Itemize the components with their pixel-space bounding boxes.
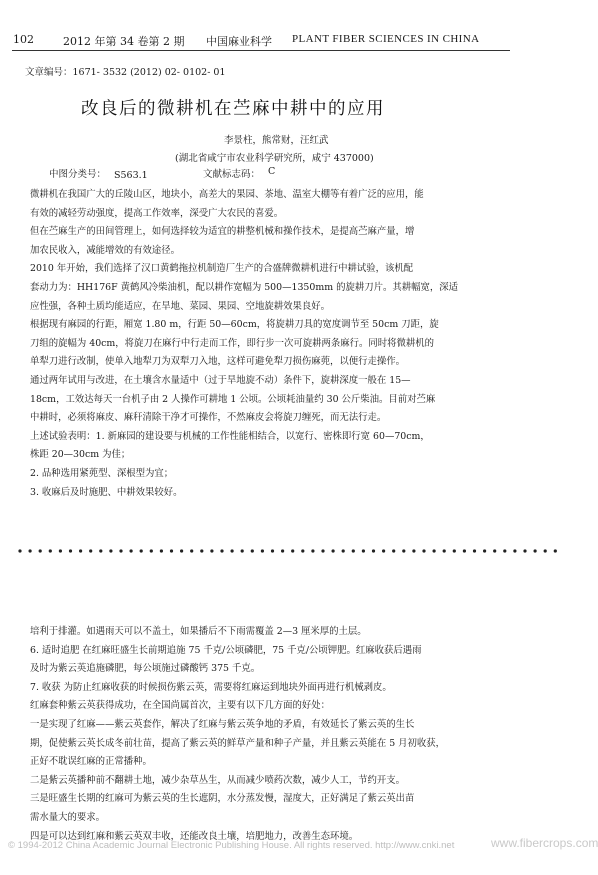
- copyright-text: © 1994-2012 China Academic Journal Electronic Publishing House. All rights reserved.: [8, 840, 373, 851]
- text-line: 及时为紫云英追施磷肥，每公顷施过磷酸钙 375 千克。: [30, 663, 261, 675]
- body-text-lower: [30, 623, 523, 846]
- text-line: 株距 20—30cm 为佳；: [30, 449, 131, 461]
- clc-label: 中图分类号：: [49, 169, 107, 180]
- section-separator: [0, 548, 567, 554]
- text-line: 有效的减轻劳动强度，提高工作效率，深受广大农民的喜爱。: [30, 207, 284, 219]
- authors: 李景柱，熊常财，汪红武: [224, 135, 329, 146]
- text-line: 3. 收麻后及时施肥、中耕效果较好。: [30, 486, 183, 498]
- text-line: 微耕机在我国广大的丘陵山区，地块小，高差大的果园、茶地、温室大棚等有着广泛的应用，能: [30, 189, 424, 200]
- text-line: 单犁刀进行改制，使单入地犁刀为双犁刀入地，这样可避免犁刀损伤麻蔸，以便行走操作。: [30, 356, 406, 368]
- text-line: 套动力为：HH176F 黄鹤风冷柴油机，配以耕作宽幅为 500—1350mm 的旋耕刀片。其耕幅宽，深适: [30, 281, 458, 293]
- text-line: 需水量大的要求。: [30, 811, 106, 823]
- watermark: www.fibercrops.com: [491, 836, 598, 850]
- text-line: 但在苎麻生产的田间管理上，如何选择较为适宜的耕整机械和操作技术，是提高苎麻产量，增: [30, 226, 415, 238]
- journal-name-en: PLANT FIBER SCIENCES IN CHINA: [292, 33, 480, 45]
- footer-link[interactable]: http://www.cnki.net: [375, 840, 455, 851]
- text-line: 2. 品种选用紧蔸型、深根型为宜；: [30, 467, 174, 479]
- article-number: 文章编号：1671- 3532 (2012) 02- 0102- 01: [25, 67, 226, 78]
- paper-title: 改良后的微耕机在苎麻中耕中的应用: [81, 99, 385, 119]
- text-line: 7. 收获 为防止红麻收获的时候损伤紫云英，需要将红麻运到地块外面再进行机械剥皮。: [30, 681, 392, 693]
- text-line: 正好不耽误红麻的正常播种。: [30, 756, 152, 768]
- text-line: 加农民收入，减能增效的有效途径。: [30, 244, 181, 256]
- text-line: 通过两年试用与改进，在土壤含水量适中（过于旱地旋不动）条件下，旋耕深度一般在 15—: [30, 374, 411, 386]
- page-number: 102: [13, 33, 34, 46]
- text-line: 三是旺盛生长期的红麻可为紫云英的生长遮阴，水分蒸发慢，湿度大，正好满足了紫云英出苗: [30, 793, 415, 805]
- text-line: 培利于排灌。如遇雨天可以不盖土，如果播后不下雨需覆盖 2—3 厘米厚的土层。: [30, 626, 367, 637]
- header-rule: [12, 50, 510, 51]
- text-line: 应性强，各种土质均能适应，在旱地、菜园、果园、空地旋耕效果良好。: [30, 300, 331, 312]
- text-line: 二是紫云英播种前不翻耕土地，减少杂草丛生，从而减少喷药次数，减少人工，节约开支。: [30, 774, 406, 786]
- journal-name-cn: 中国麻业科学: [206, 35, 272, 48]
- text-line: 2010 年开始，我们选择了汉口黄鹤拖拉机制造厂生产的合盛牌微耕机进行中耕试验，该机配: [30, 263, 414, 275]
- text-line: 一是实现了红麻——紫云英套作，解决了红麻与紫云英争地的矛盾，有效延长了紫云英的生长: [30, 718, 415, 730]
- text-line: 根据现有麻园的行距，厢宽 1.80 m，行距 50—60cm，将旋耕刀具的宽度调节至 50cm 刀距，旋: [30, 319, 439, 331]
- text-line: 四是可以达到红麻和紫云英双丰收，还能改良土壤，培肥地力，改善生态环境。: [30, 830, 359, 842]
- text-line: 6. 适时追肥 在红麻旺盛生长前期追施 75 千克/公顷磷肥，75 千克/公顷钾肥。红麻收获后遇雨: [30, 644, 422, 656]
- affiliation: (湖北省咸宁市农业科学研究所，咸宁 437000): [175, 153, 374, 164]
- text-line: 18cm，工效达每天一台机子由 2 人操作可耕地 1 公顷。公顷耗油量约 30 公斤柴油。目前对苎麻: [30, 393, 436, 405]
- text-line: 红麻套种紫云英获得成功，在全国尚属首次，主要有以下几方面的好处：: [30, 700, 331, 712]
- body-text-upper: [30, 186, 523, 502]
- doc-code-value: C: [268, 166, 276, 177]
- journal-issue: 2012 年第 34 卷第 2 期: [63, 35, 185, 48]
- text-line: 中耕时，必须将麻皮、麻秆清除干净才可操作，不然麻皮会将旋刀缠死，而无法行走。: [30, 412, 387, 424]
- copyright-footer: [8, 840, 454, 851]
- text-line: 上述试验表明：1. 新麻园的建设要与机械的工作性能相结合，以宽行、密株即行宽 60—70cm，: [30, 430, 430, 442]
- clc-value: S563.1: [114, 170, 148, 181]
- text-line: 期，促使紫云英长成冬前壮苗，提高了紫云英的鲜草产量和种子产量，并且紫云英能在 5 月初收获，: [30, 737, 446, 749]
- text-line: 刀组的旋幅为 40cm，将旋刀在麻行中行走而工作，即行步一次可旋耕两条麻行。同时将微耕机的: [30, 337, 435, 349]
- doc-code-label: 文献标志码：: [203, 169, 261, 180]
